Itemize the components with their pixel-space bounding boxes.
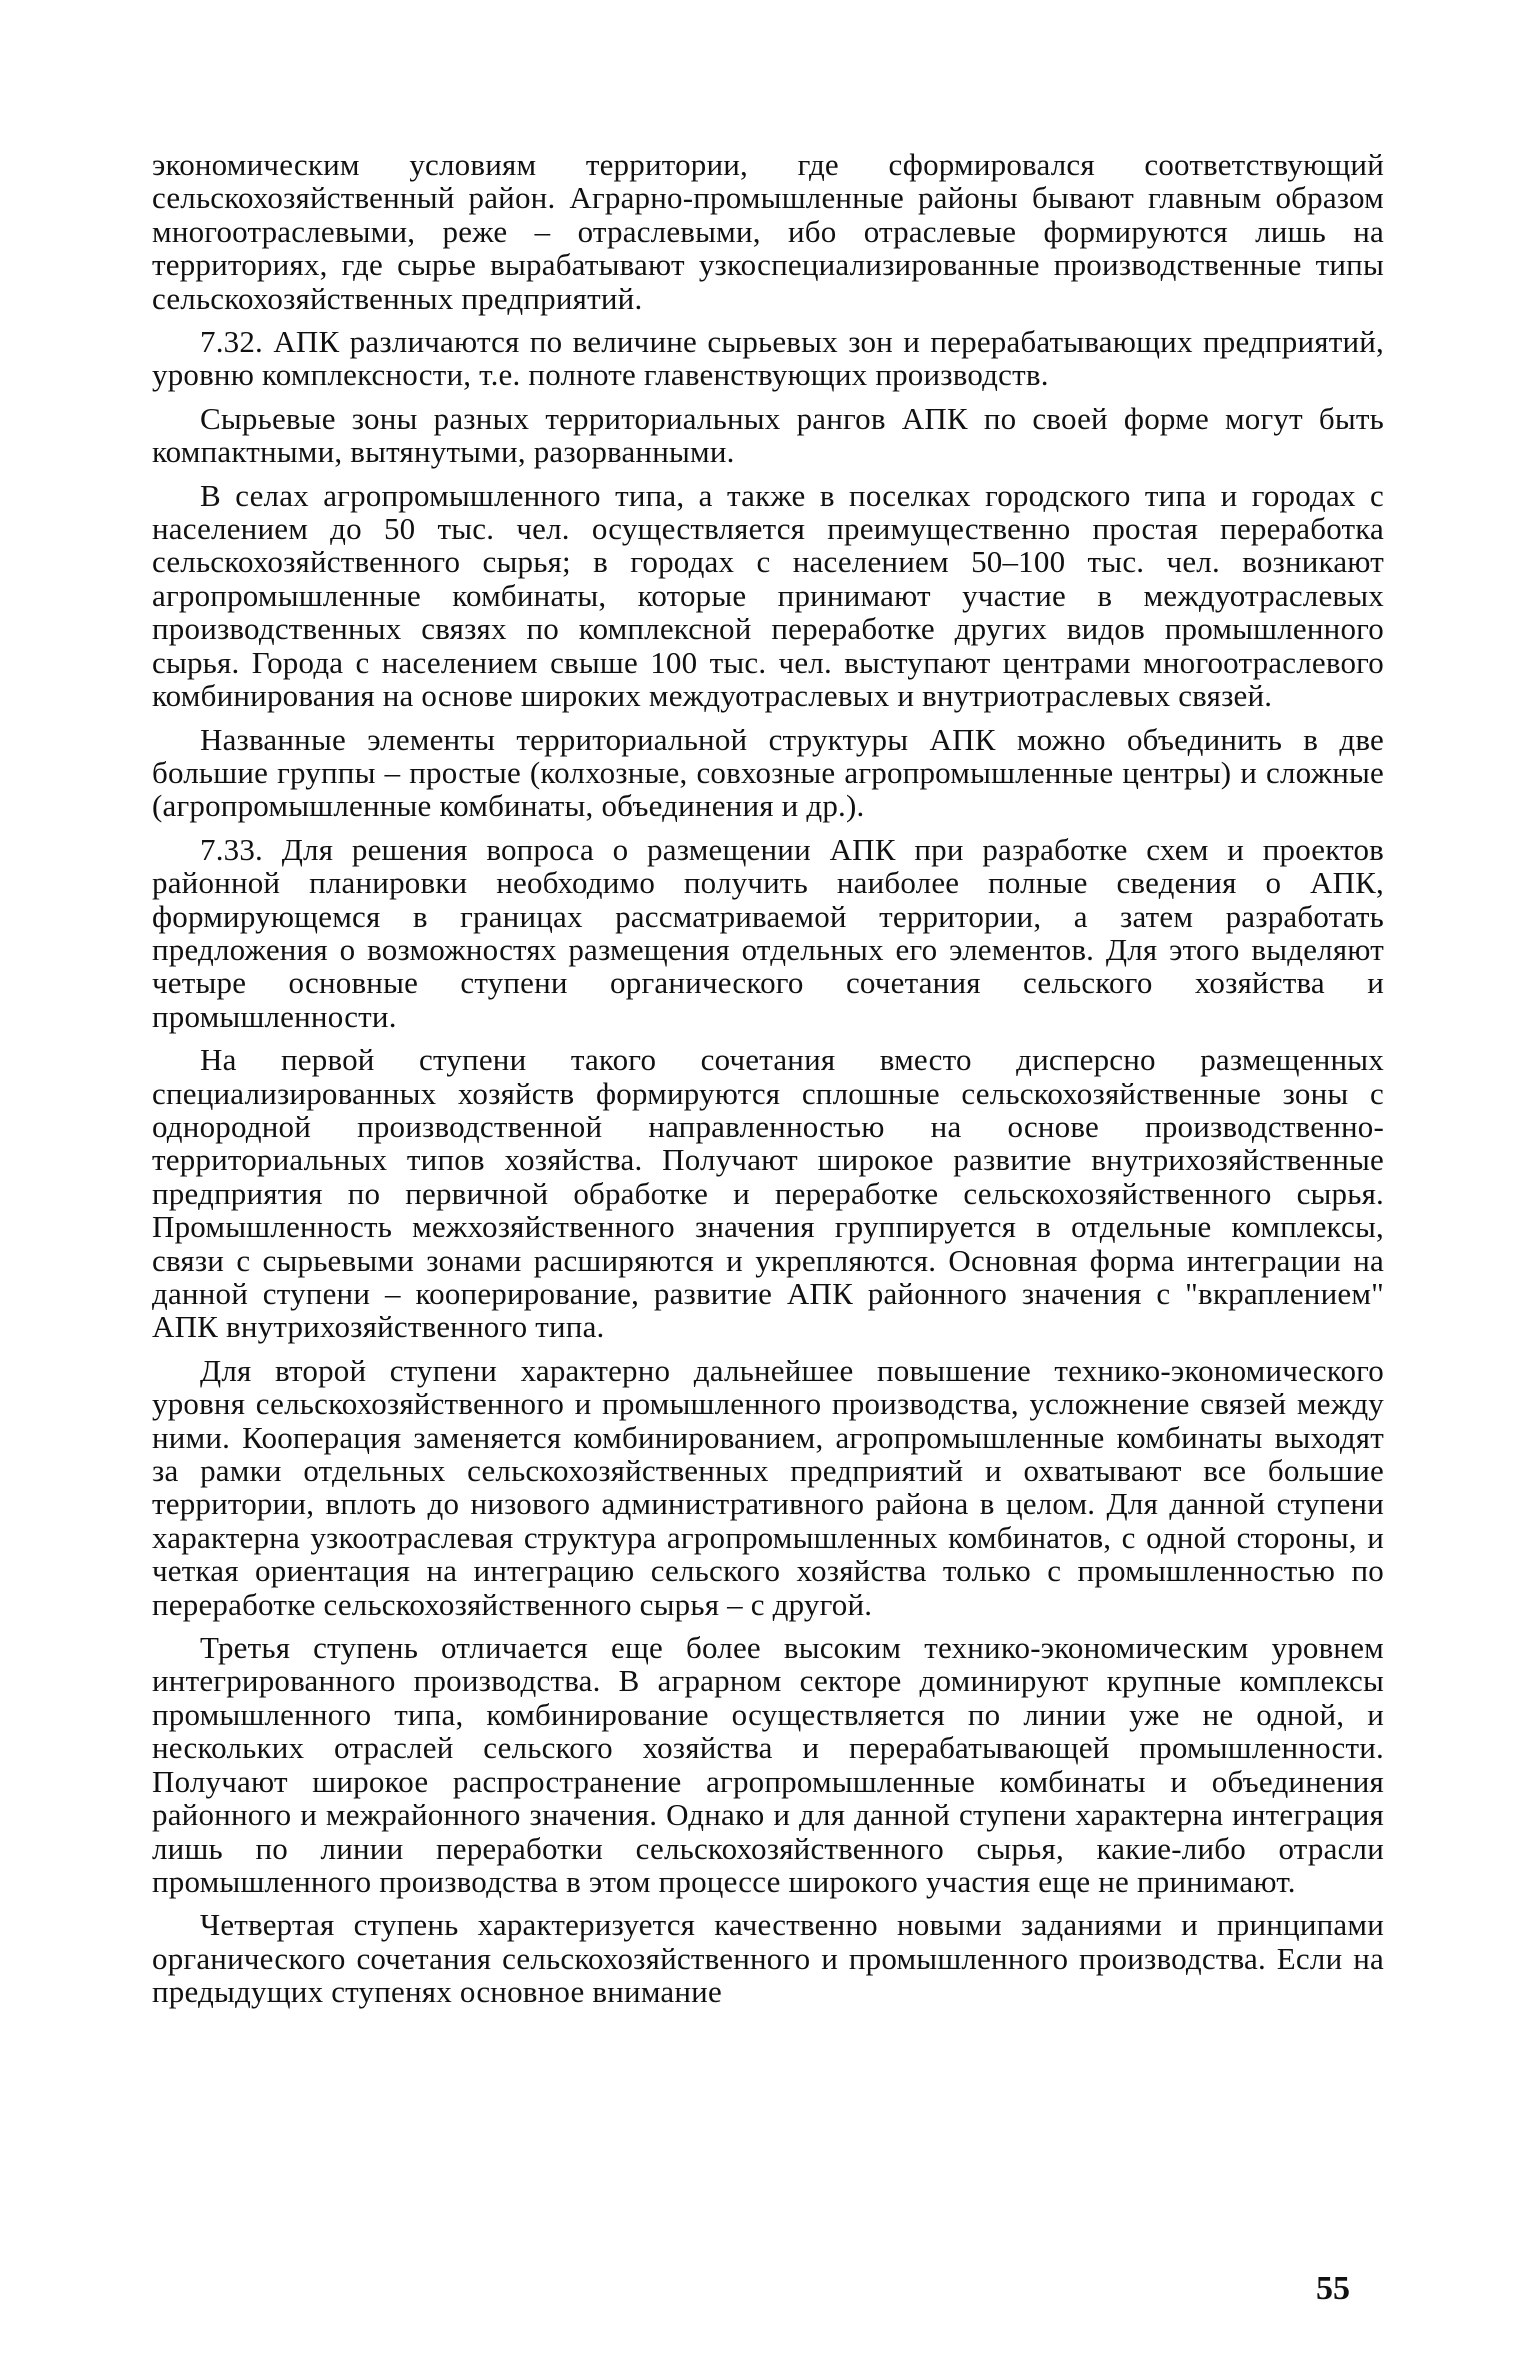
paragraph-7-32: 7.32. АПК различаются по величине сырьевых зон и перерабатывающих предприятий, уровню комплексности, т.е. полноте главенствующих производств. — [152, 324, 1384, 393]
paragraph-groups: Названные элементы территориальной структуры АПК можно объединить в две большие группы – простые (колхозные, совхозные агропромышленные центры) и сложные (агропромышленные комбинаты, объединения и др.). — [152, 721, 1384, 824]
paragraph-third-stage: Третья ступень отличается еще более высоким технико-экономическим уровнем интегрированного производства. В аграрном секторе доминируют крупные комплексы промышленного типа, комбинирование осуществляется по линии уже не одной, и нескольких отраслей сельского хозяйства и перерабатывающей промышленности. Получают широкое распространение агропромышленные комбинаты и объединения районного и межрайонного значения. Однако и для данной ступени характерна интеграция лишь по линии переработки сельскохозяйственного сырья, какие-либо отрасли промышленного производства в этом процессе широкого участия еще не принимают. — [152, 1630, 1384, 1899]
paragraph-fourth-stage: Четвертая ступень характеризуется качественно новыми заданиями и принципами органического сочетания сельскохозяйственного и промышленного производства. Если на предыдущих ступенях основное внимание — [152, 1907, 1384, 2010]
page-number: 55 — [1316, 2270, 1350, 2307]
paragraph-continuation: экономическим условиям территории, где сформировался соответствующий сельскохозяйственный район. Аграрно-промышленные районы бывают главным образом многоотраслевыми, реже – отраслевыми, ибо отраслевые формируются лишь на территориях, где сырье вырабатывают узкоспециализированные производственные типы сельскохозяйственных предприятий. — [152, 147, 1384, 316]
paragraph-first-stage: На первой ступени такого сочетания вместо дисперсно размещенных специализированных хозяйств формируются сплошные сельскохозяйственные зоны с однородной производственной направленностью на основе производственно-территориальных типов хозяйства. Получают широкое развитие внутрихозяйственные предприятия по первичной обработке и переработке сельскохозяйственного сырья. Промышленность межхозяйственного значения группируется в отдельные комплексы, связи с сырьевыми зонами расширяются и укрепляются. Основная форма интеграции на данной ступени – кооперирование, развитие АПК районного значения с "вкраплением" АПК внутрихозяйственного типа. — [152, 1042, 1384, 1345]
paragraph-raw-zones: Сырьевые зоны разных территориальных рангов АПК по своей форме могут быть компактными, вытянутыми, разорванными. — [152, 400, 1384, 470]
page-body — [152, 148, 1384, 2019]
paragraph-villages: В селах агропромышленного типа, а также в поселках городского типа и городах с населением до 50 тыс. чел. осуществляется преимущественно простая переработка сельскохозяйственного сырья; в городах с населением 50–100 тыс. чел. возникают агропромышленные комбинаты, которые принимают участие в междуотраслевых производственных связях по комплексной переработке других видов промышленного сырья. Города с населением свыше 100 тыс. чел. выступают центрами многоотраслевого комбинирования на основе широких междуотраслевых и внутриотраслевых связей. — [152, 477, 1384, 714]
paragraph-second-stage: Для второй ступени характерно дальнейшее повышение технико-экономического уровня сельскохозяйственного и промышленного производства, усложнение связей между ними. Кооперация заменяется комбинированием, агропромышленные комбинаты выходят за рамки отдельных сельскохозяйственных предприятий и охватывают все большие территории, вплоть до низового административного района в целом. Для данной ступени характерна узкоотраслевая структура агропромышленных комбинатов, с одной стороны, и четкая ориентация на интеграцию сельского хозяйства только с промышленностью по переработке сельскохозяйственного сырья – с другой. — [152, 1352, 1384, 1622]
paragraph-7-33: 7.33. Для решения вопроса о размещении АПК при разработке схем и проектов районной планировки необходимо получить наиболее полные сведения о АПК, формирующемся в границах рассматриваемой территории, а затем разработать предложения о возможностях размещения отдельных его элементов. Для этого выделяют четыре основные ступени органического сочетания сельского хозяйства и промышленности. — [152, 831, 1384, 1034]
